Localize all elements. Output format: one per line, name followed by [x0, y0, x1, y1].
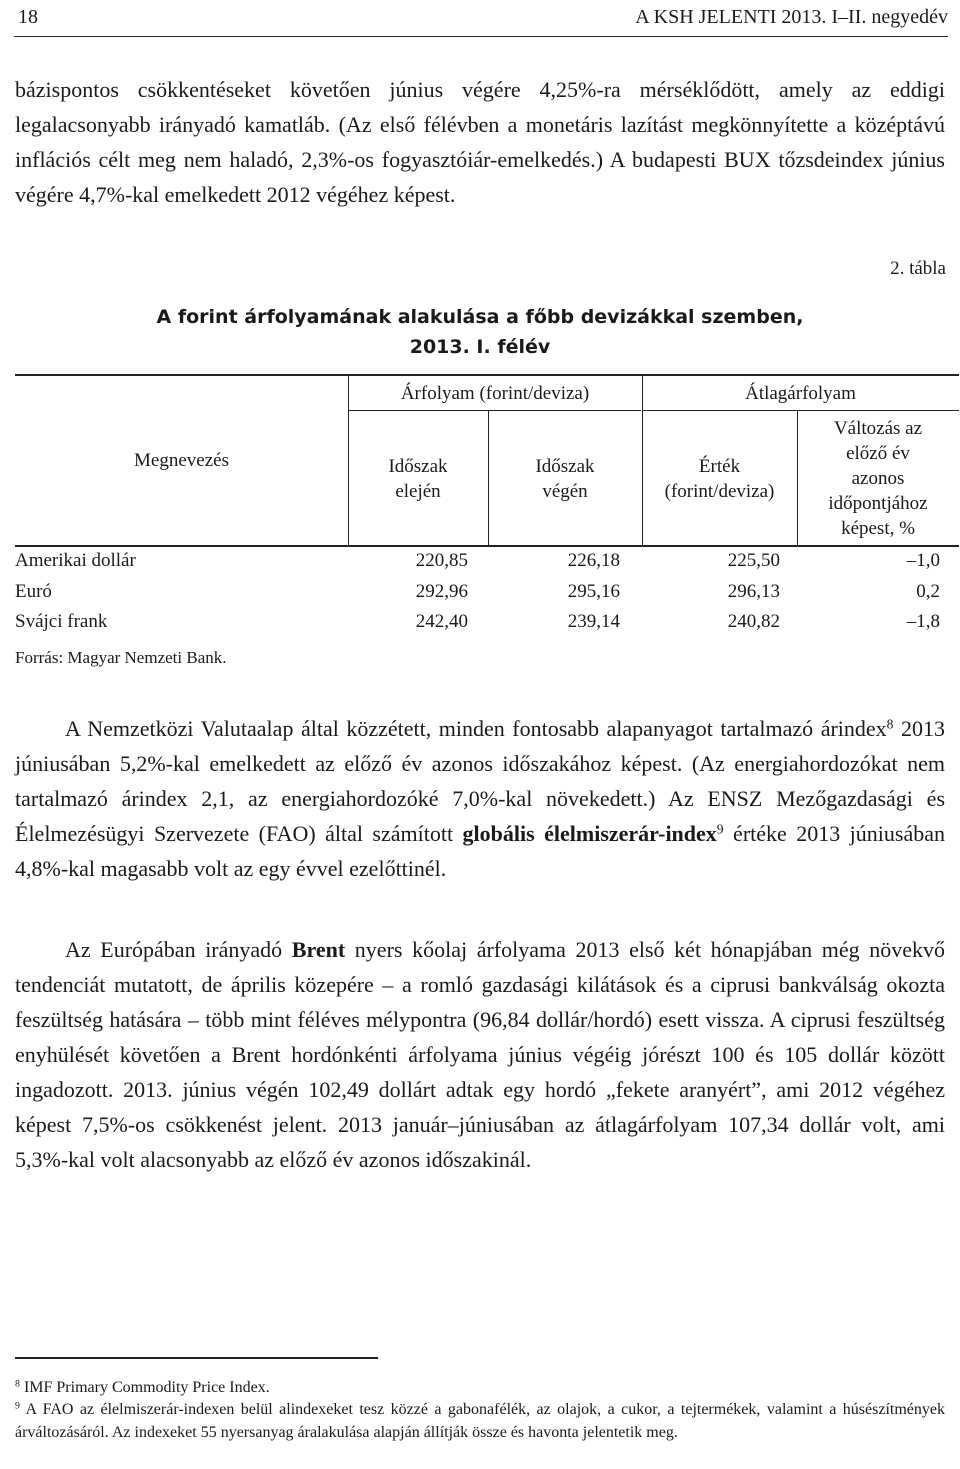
- cell-avg: 296,13: [727, 581, 780, 602]
- bold-term-food-price-index: globális élelmiszerár-index: [462, 821, 717, 846]
- table-label: 2. tábla: [890, 258, 946, 279]
- table-title-line-1: A forint árfolyamának alakulása a főbb devizákkal szemben,: [156, 306, 804, 328]
- cell-end: 239,14: [567, 611, 620, 632]
- cell-change: –1,0: [906, 550, 940, 571]
- footnote-ref-8[interactable]: 8: [886, 716, 894, 732]
- cell-avg: 225,50: [727, 550, 780, 571]
- row-name: Amerikai dollár: [15, 550, 136, 571]
- footnote-separator: [15, 1357, 378, 1359]
- header-group-atlagarfolyam: Átlagárfolyam: [745, 383, 856, 404]
- paragraph-3: Az Európában irányadó Brent nyers kőolaj árfolyama 2013 első két hónapjában még növekvő tendenciát mutatott, de április közepére – a romló gazdasági kilátások és a ciprusi bankválság okozta feszültség hatására – több mint féléves mélypontra (96,84 dollár/hordó) esett vissza. A ciprusi feszültség enyhülését követően a Brent hordónkénti árfolyama június végéig jórészt 100 és 105 dollár között ingadozott. 2013. június végén 102,49 dollárt adtak egy hordó „fekete aranyért”, ami 2012 végéhez képest 7,5%-os csökkenést jelent. 2013 január–júniusában az átlagárfolyam 107,34 dollár volt, ami 5,3%-kal volt alacsonyabb az előző év azonos időszakinál.: [15, 937, 945, 1172]
- cell-start: 242,40: [415, 611, 468, 632]
- cell-end: 295,16: [567, 581, 620, 602]
- header-col-end: Időszak végén: [535, 456, 595, 502]
- cell-start: 220,85: [415, 550, 468, 571]
- row-name: Svájci frank: [15, 611, 108, 632]
- cell-change: –1,8: [906, 611, 940, 632]
- row-name: Euró: [15, 581, 52, 602]
- table-source: Forrás: Magyar Nemzeti Bank.: [15, 648, 227, 667]
- header-col-value: Érték (forint/deviza): [664, 456, 775, 502]
- paragraph-2: A Nemzetközi Valutaalap által közzétett, minden fontosabb alapanyagot tartalmazó árindex$^8$ 2013 júniusában 5,2%-kal emelkedett az előző év azonos időszakához képest. (Az energiahordozókat nem tartalmazó árindex 2,1, az energiahordozóké 7,0%-kal növekedett.) Az ENSZ Mezőgazdasági és Élelmezésügyi Szervezete (FAO) által számított globális élelmiszerár-index$^9$ értéke 2013 júniusában 4,8%-kal magasabb volt az egy évvel ezelőttinél.: [15, 716, 946, 881]
- running-title: A KSH JELENTI 2013. I–II. negyedév: [635, 6, 948, 28]
- footnote-8: $^8$ IMF Primary Commodity Price Index.: [15, 1378, 270, 1396]
- paragraph-1: bázispontos csökkentéseket követően június végére 4,25%-ra mérséklődött, amely az eddigi legalacsonyabb irányadó kamatláb. (Az első félévben a monetáris lazítást megkönnyítette a középtávú inflációs célt meg nem haladó, 2,3%-os fogyasztóiár-emelkedés.) A budapesti BUX tőzsdeindex június végére 4,7%-kal emelkedett 2012 végéhez képest.: [15, 77, 945, 207]
- table-top-rule: [15, 374, 959, 376]
- header-group-arfolyam: Árfolyam (forint/deviza): [400, 383, 590, 404]
- cell-start: 292,96: [415, 581, 468, 602]
- table-header-bottom-rule: [15, 545, 959, 547]
- group-underline-1: [348, 410, 641, 411]
- header-megnevezes: Megnevezés: [134, 450, 229, 471]
- header-col-start: Időszak elején: [388, 456, 448, 502]
- table-title: [120, 302, 840, 362]
- group-underline-2: [642, 410, 959, 411]
- footnote-ref-9[interactable]: 9: [716, 821, 724, 837]
- table-title-line-2: 2013. I. félév: [409, 336, 551, 358]
- header-col-change: Változás az előző év azonos időpontjához képest, %: [828, 418, 928, 539]
- bold-term-brent: Brent: [291, 937, 346, 962]
- page-number: 18: [18, 6, 38, 28]
- cell-end: 226,18: [567, 550, 620, 571]
- footnote-9: $^9$ A FAO az élelmiszerár-indexen belül alindexeket tesz közzé a gabonafélék, az olajok, a cukor, a tejtermékek, valamint a húsészítmények árváltozásáról. Az indexeket 55 nyersanyag áralakulása alapján állítják össze és havonta jelentetik meg.: [15, 1400, 945, 1441]
- page-header: [14, 0, 948, 37]
- cell-avg: 240,82: [727, 611, 780, 632]
- cell-change: 0,2: [916, 581, 940, 602]
